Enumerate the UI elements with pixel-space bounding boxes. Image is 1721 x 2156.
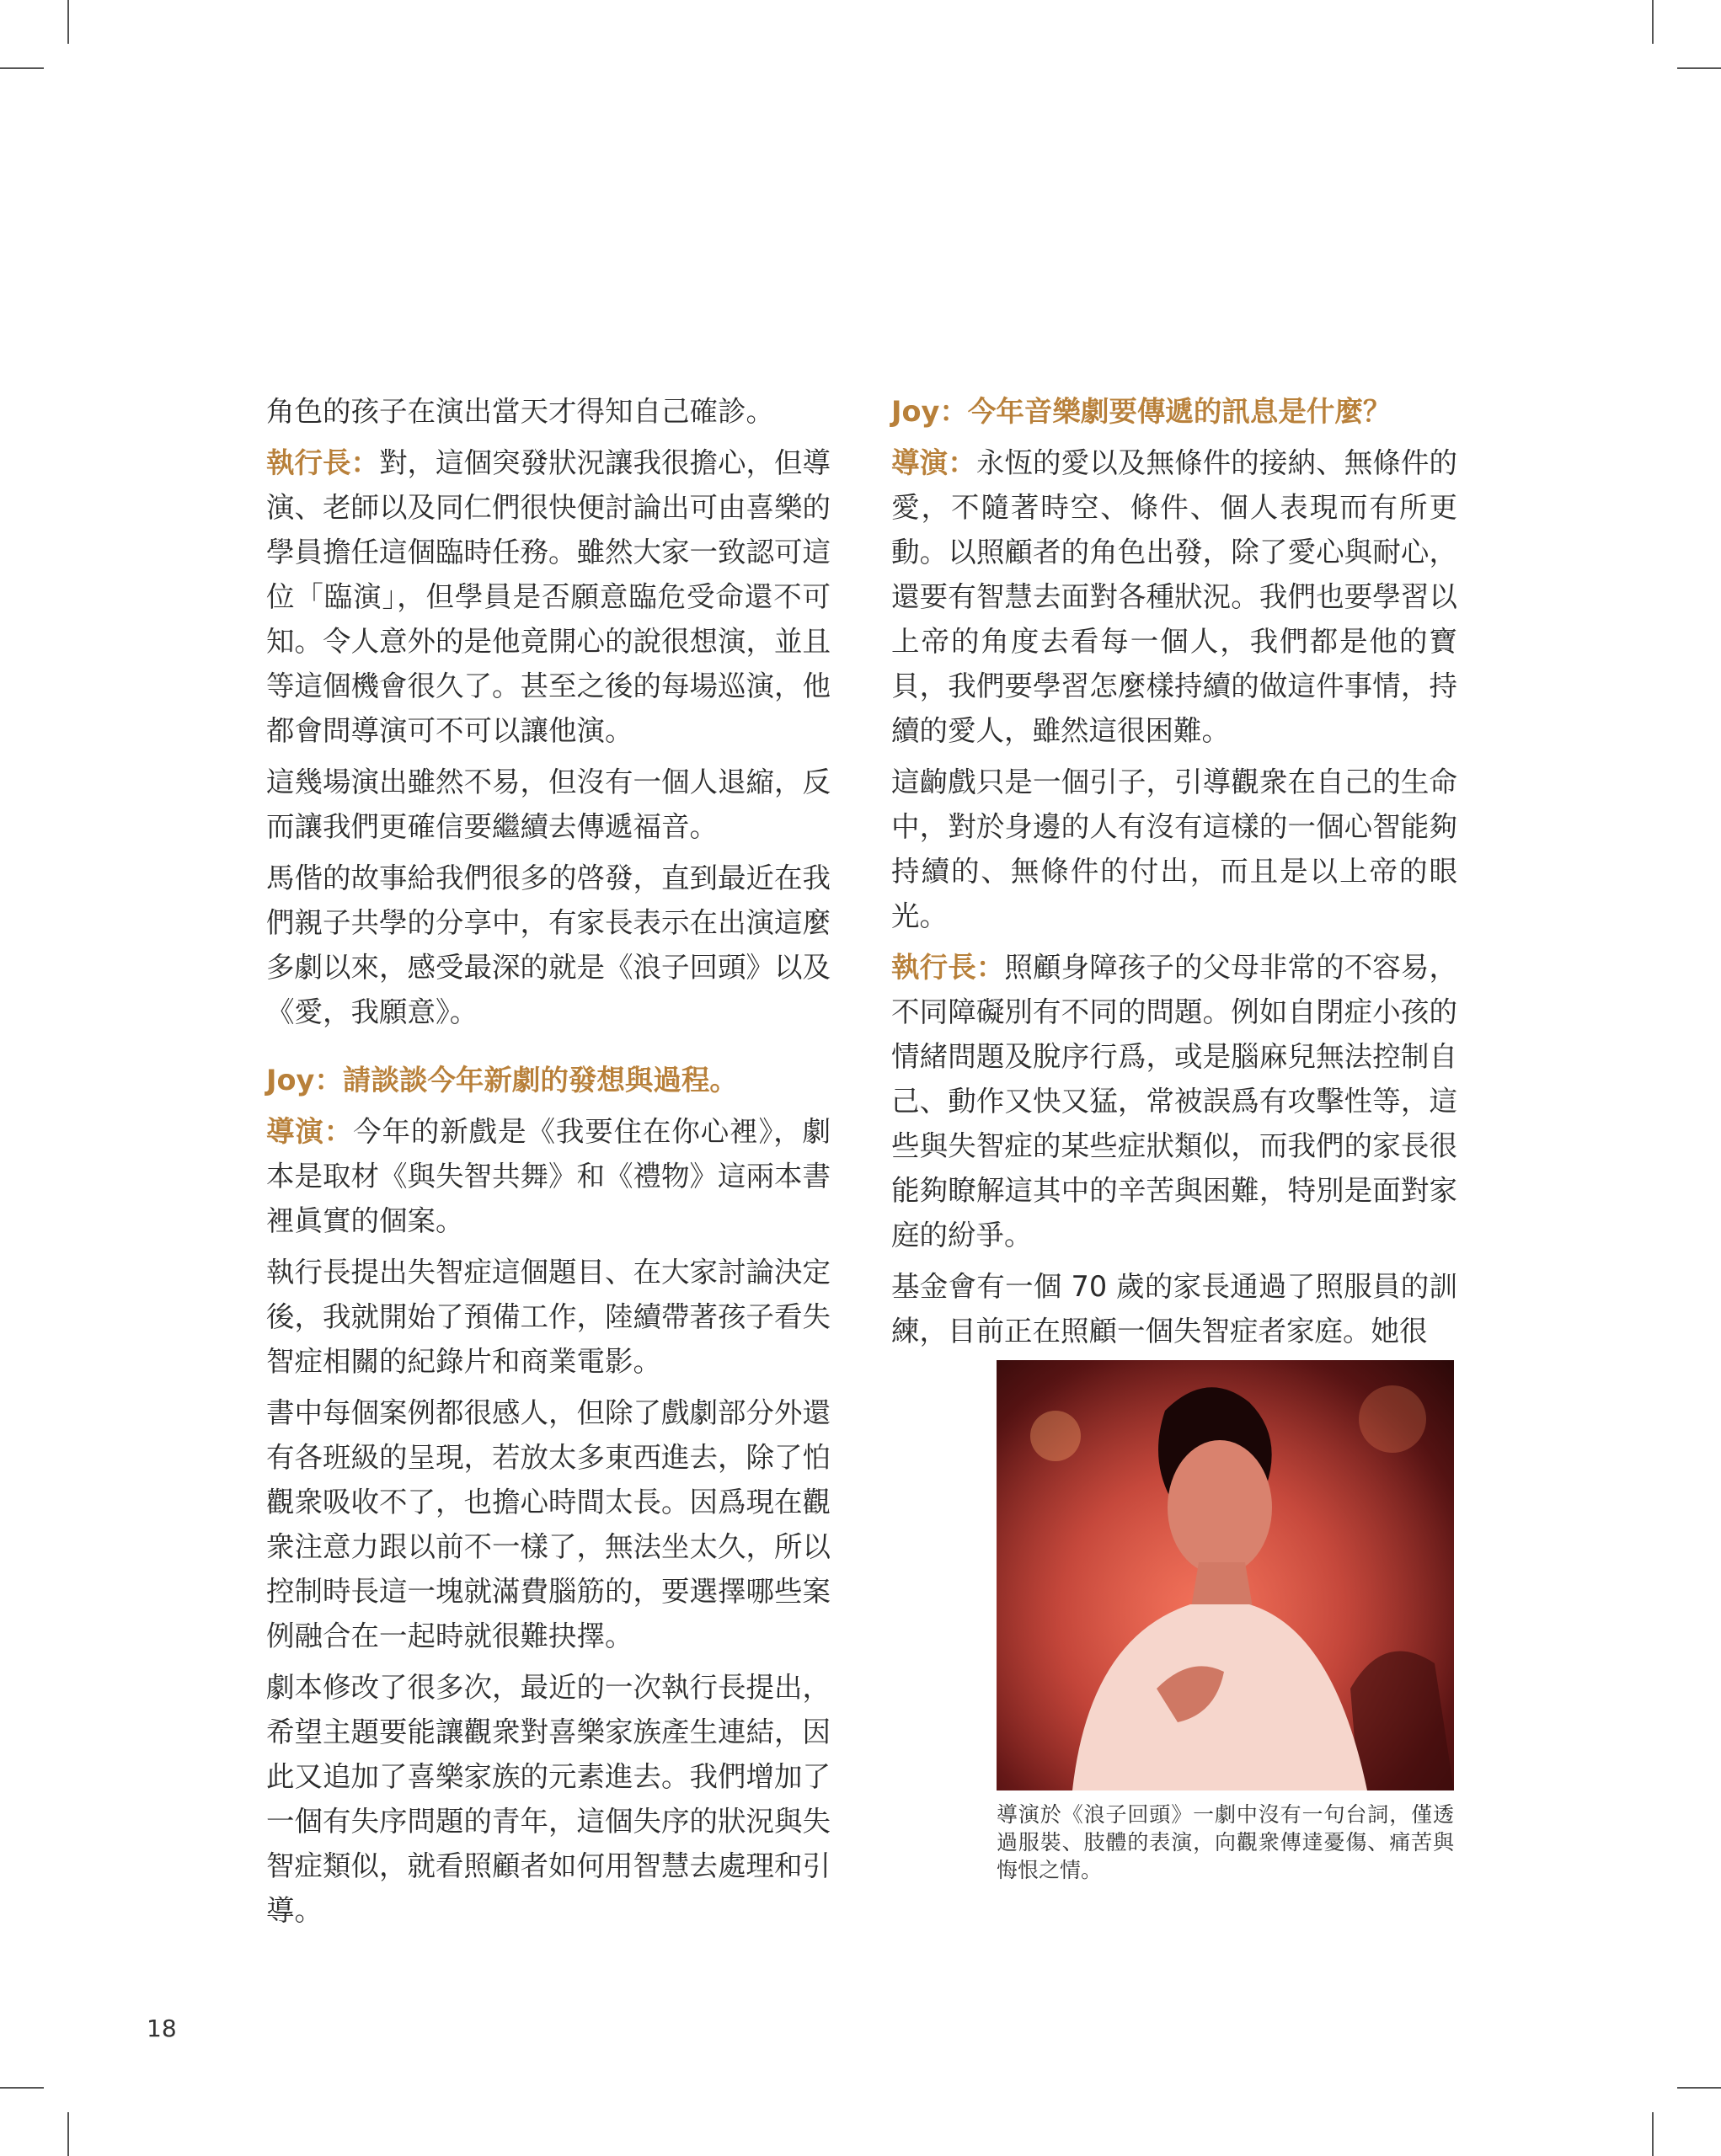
crop-mark	[1677, 2087, 1721, 2089]
crop-mark	[1652, 0, 1654, 44]
paragraph-text: 執行長提出失智症這個題目、在大家討論決定後，我就開始了預備工作，陸續帶著孩子看失智症相關的紀錄片和商業電影。	[266, 1256, 831, 1378]
paragraph-text: 永恆的愛以及無條件的接納、無條件的愛，不隨著時空、條件、個人表現而有所更動。以照顧者的角色出發，除了愛心與耐心，還要有智慧去面對各種狀況。我們也要學習以上帝的角度去看每一個人，我們都是他的寶貝，我們要學習怎麼樣持續的做這件事情，持續的愛人，雖然這很困難。	[891, 446, 1458, 747]
paragraph	[891, 1264, 1457, 1353]
interview-question: Joy：今年音樂劇要傳遞的訊息是什麼？	[891, 395, 1392, 428]
crop-mark	[67, 0, 69, 44]
speaker-label: 導演：	[266, 1115, 354, 1148]
paragraph-text: 角色的孩子在演出當天才得知自己確診。	[266, 395, 774, 428]
crop-mark	[67, 2112, 69, 2156]
speaker-label: 執行長：	[891, 951, 1005, 984]
paragraph	[891, 945, 1457, 1257]
paragraph	[266, 1250, 831, 1384]
crop-mark	[1652, 2112, 1654, 2156]
performer-illustration	[997, 1360, 1454, 1790]
crop-mark	[0, 67, 44, 69]
paragraph	[266, 1109, 831, 1243]
paragraph-text: 這幾場演出雖然不易，但沒有一個人退縮，反而讓我們更確信要繼續去傳遞福音。	[266, 766, 831, 843]
paragraph	[266, 440, 831, 753]
speaker-label: 導演：	[891, 446, 976, 479]
crop-mark	[0, 2087, 44, 2089]
paragraph	[266, 856, 831, 1034]
paragraph-text: 照顧身障孩子的父母非常的不容易，不同障礙別有不同的問題。例如自閉症小孩的情緒問題及脫序行爲，或是腦麻兒無法控制自己、動作又快又猛，常被誤爲有攻擊性等，這些與失智症的某些症狀類似，而我們的家長很能夠瞭解這其中的辛苦與困難，特別是面對家庭的紛爭。	[891, 951, 1458, 1251]
photo-caption: 導演於《浪子回頭》一劇中沒有一句台詞，僅透過服裝、肢體的表演，向觀衆傳達憂傷、痛苦與悔恨之情。	[997, 1802, 1454, 1882]
paragraph	[266, 1390, 831, 1658]
left-column	[266, 389, 831, 1940]
paragraph-text: 這齣戲只是一個引子，引導觀衆在自己的生命中，對於身邊的人有沒有這樣的一個心智能夠持續的、無條件的付出，而且是以上帝的眼光。	[891, 766, 1457, 932]
speaker-label: 執行長：	[266, 446, 379, 479]
paragraph-text: 馬偕的故事給我們很多的啓發，直到最近在我們親子共學的分享中，有家長表示在出演這麼多劇以來，感受最深的就是《浪子回頭》以及《愛，我願意》。	[266, 862, 831, 1028]
right-column	[891, 389, 1457, 1360]
crop-mark	[1677, 67, 1721, 69]
paragraph	[266, 389, 831, 434]
paragraph	[266, 1665, 831, 1933]
paragraph	[266, 760, 831, 849]
paragraph-text: 今年的新戲是《我要住在你心裡》，劇本是取材《與失智共舞》和《禮物》這兩本書裡眞實的個案。	[266, 1115, 831, 1237]
paragraph-text: 對，這個突發狀況讓我很擔心，但導演、老師以及同仁們很快便討論出可由喜樂的學員擔任這個臨時任務。雖然大家一致認可這位「臨演」，但學員是否願意臨危受命還不可知。令人意外的是他竟開心的說很想演，並且等這個機會很久了。甚至之後的每場巡演，他都會問導演可不可以讓他演。	[266, 446, 831, 747]
interview-question: Joy：請談談今年新劇的發想與過程。	[266, 1064, 738, 1097]
stage-photo	[997, 1360, 1454, 1790]
paragraph-text: 書中每個案例都很感人，但除了戲劇部分外還有各班級的呈現，若放太多東西進去，除了怕觀衆吸收不了，也擔心時間太長。因爲現在觀衆注意力跟以前不一樣了，無法坐太久，所以控制時長這一塊就滿費腦筋的，要選擇哪些案例融合在一起時就很難抉擇。	[266, 1396, 831, 1652]
paragraph-text: 劇本修改了很多次，最近的一次執行長提出，希望主題要能讓觀衆對喜樂家族產生連結，因此又追加了喜樂家族的元素進去。我們增加了一個有失序問題的青年，這個失序的狀況與失智症類似，就看照顧者如何用智慧去處理和引導。	[266, 1671, 831, 1927]
paragraph	[891, 440, 1457, 753]
paragraph-text: 基金會有一個 70 歲的家長通過了照服員的訓練，目前正在照顧一個失智症者家庭。她很	[891, 1270, 1457, 1348]
paragraph	[891, 760, 1457, 938]
page-number: 18	[147, 2015, 177, 2042]
